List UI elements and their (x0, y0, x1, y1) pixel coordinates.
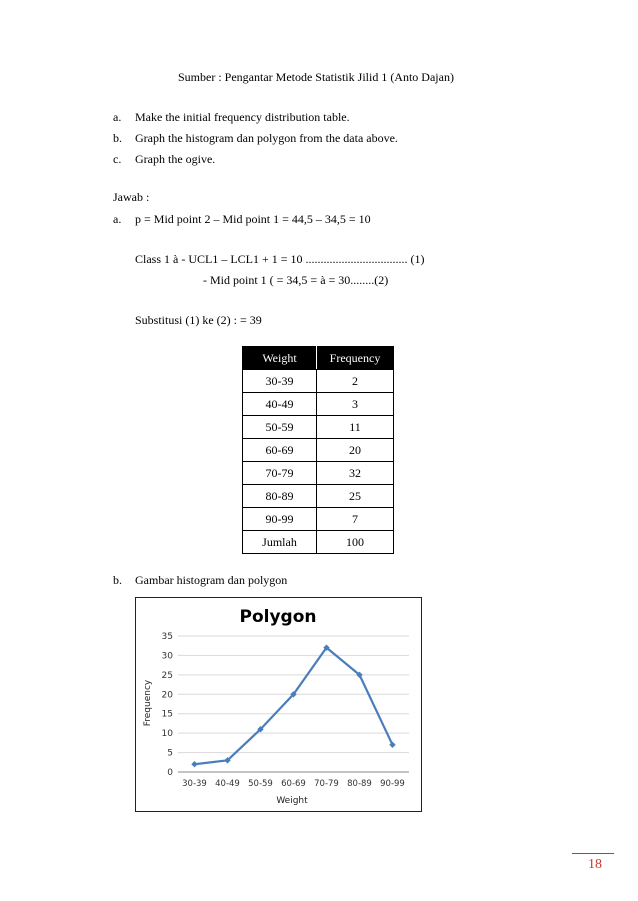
question-c-label: c. (113, 152, 122, 166)
y-tick-label: 20 (161, 690, 173, 701)
page-number-rule (572, 853, 614, 854)
question-a-text: Make the initial frequency distribution table. (135, 110, 350, 124)
cell-weight: 90-99 (243, 508, 317, 531)
cell-total-label: Jumlah (243, 531, 317, 554)
table-header-row (243, 347, 394, 370)
y-tick-label: 0 (167, 768, 173, 778)
answer-heading: Jawab : (113, 190, 150, 204)
x-tick-label: 60-69 (281, 779, 306, 789)
cell-weight: 70-79 (243, 462, 317, 485)
header-frequency: Frequency (317, 347, 394, 370)
answer-a-line2: Class 1 à - UCL1 – LCL1 + 1 = 10 .................................. (1) (135, 252, 425, 266)
question-b-label: b. (113, 131, 122, 145)
answer-a-label: a. (113, 212, 122, 226)
y-tick-label: 30 (161, 651, 173, 662)
x-tick-label: 70-79 (314, 779, 339, 789)
source-citation: Sumber : Pengantar Metode Statistik Jilid 1 (Anto Dajan) (178, 70, 454, 84)
cell-frequency: 32 (317, 462, 394, 485)
series-line (195, 648, 393, 765)
cell-weight: 40-49 (243, 393, 317, 416)
data-point (191, 761, 197, 767)
y-tick-label: 5 (167, 748, 173, 759)
cell-frequency: 25 (317, 485, 394, 508)
answer-b-label: b. (113, 573, 122, 587)
cell-frequency: 7 (317, 508, 394, 531)
frequency-table (242, 346, 394, 554)
question-b-text: Graph the histogram dan polygon from the data above. (135, 131, 398, 145)
x-tick-label: 30-39 (182, 779, 207, 789)
polygon-chart-frame (135, 597, 422, 812)
cell-weight: 80-89 (243, 485, 317, 508)
cell-weight: 30-39 (243, 370, 317, 393)
answer-b-text: Gambar histogram dan polygon (135, 573, 288, 587)
question-a-label: a. (113, 110, 122, 124)
x-axis-label: Weight (276, 796, 308, 806)
cell-frequency: 3 (317, 393, 394, 416)
table-row (243, 416, 394, 439)
table-row (243, 485, 394, 508)
table-row (243, 370, 394, 393)
cell-total-value: 100 (317, 531, 394, 554)
page-number: 18 (588, 857, 602, 872)
x-tick-label: 80-89 (347, 779, 372, 789)
answer-a-line3: - Mid point 1 ( = 34,5 = à = 30........(2) (203, 273, 389, 287)
cell-frequency: 2 (317, 370, 394, 393)
y-axis-label: Frequency (143, 679, 153, 727)
y-tick-label: 15 (161, 709, 173, 720)
table-row (243, 462, 394, 485)
y-tick-label: 10 (161, 729, 173, 740)
y-tick-label: 35 (161, 632, 173, 642)
y-tick-label: 25 (161, 670, 173, 681)
answer-a-line1: p = Mid point 2 – Mid point 1 = 44,5 – 34,5 = 10 (135, 212, 371, 226)
table-row (243, 439, 394, 462)
answer-a-line4: Substitusi (1) ke (2) : = 39 (135, 313, 262, 327)
cell-frequency: 20 (317, 439, 394, 462)
cell-weight: 60-69 (243, 439, 317, 462)
question-c-text: Graph the ogive. (135, 152, 216, 166)
cell-weight: 50-59 (243, 416, 317, 439)
x-tick-label: 90-99 (380, 779, 405, 789)
table-row (243, 508, 394, 531)
polygon-chart (136, 598, 421, 811)
x-tick-label: 50-59 (248, 779, 273, 789)
cell-frequency: 11 (317, 416, 394, 439)
table-total-row (243, 531, 394, 554)
x-tick-label: 40-49 (215, 779, 240, 789)
header-weight: Weight (243, 347, 317, 370)
chart-title: Polygon (239, 607, 317, 627)
table-row (243, 393, 394, 416)
